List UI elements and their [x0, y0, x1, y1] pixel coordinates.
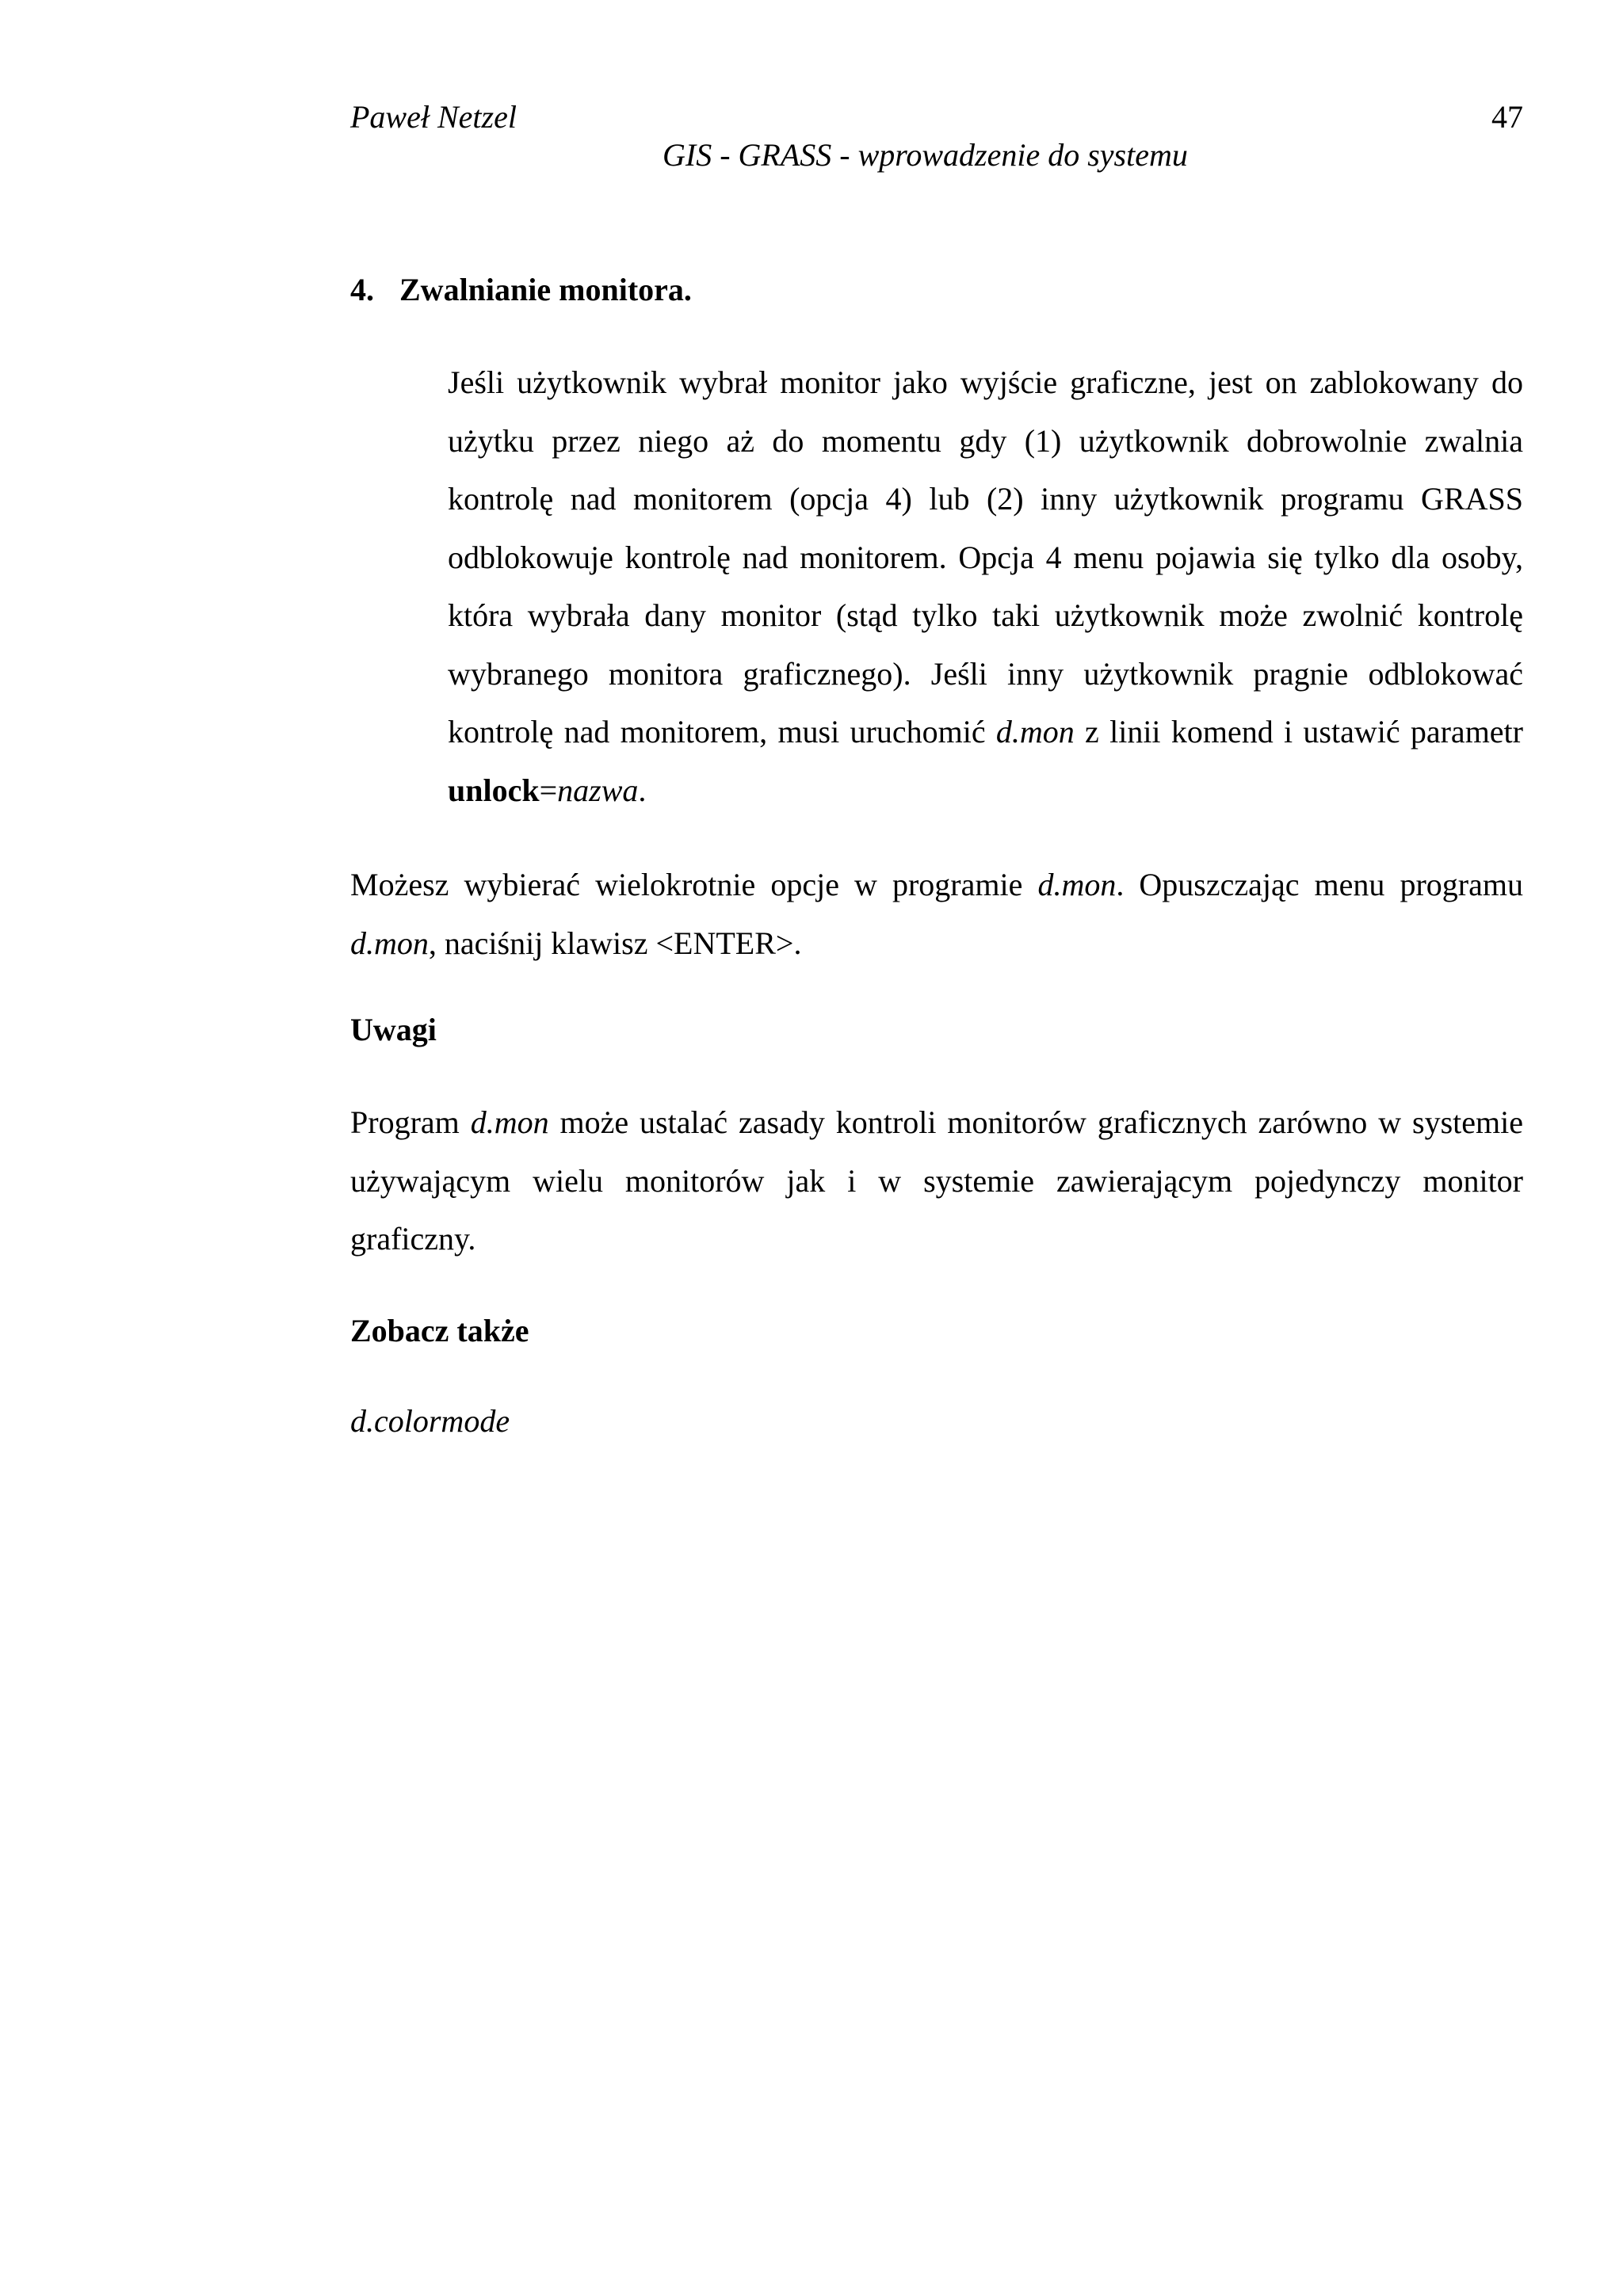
section-title: Zwalnianie monitora.: [399, 272, 692, 307]
see-also-item: d.colormode: [350, 1403, 510, 1439]
uwagi-heading: Uwagi: [350, 1012, 437, 1047]
uwagi-paragraph-text-1: Program: [350, 1104, 471, 1140]
see-also-heading: Zobacz także: [350, 1313, 529, 1348]
section-number: 4.: [350, 272, 374, 307]
indented-paragraph-text-2: z linii komend i ustawić parametr: [1074, 714, 1523, 749]
param-value-nazwa: nazwa: [557, 772, 639, 808]
main-paragraph-text-1: Możesz wybierać wielokrotnie opcje w programie: [350, 867, 1038, 902]
main-paragraph-text-2: . Opuszczając menu programu: [1116, 867, 1523, 902]
section-heading: [350, 268, 692, 312]
page-number: 47: [1491, 99, 1523, 135]
running-title: GIS - GRASS - wprowadzenie do systemu: [663, 137, 1188, 173]
param-equals: =: [539, 772, 558, 808]
command-d-mon: d.mon: [995, 714, 1075, 749]
command-d-mon: d.mon: [1037, 867, 1117, 902]
uwagi-paragraph: [350, 1093, 1523, 1268]
command-d-mon: d.mon: [350, 925, 429, 961]
paragraph-end-period: .: [638, 772, 647, 808]
main-paragraph: [350, 856, 1523, 972]
param-name-unlock: unlock: [448, 772, 540, 808]
command-d-mon: d.mon: [470, 1104, 549, 1140]
uwagi-paragraph-text-2: może ustalać zasady kontroli monitorów graficznych zarówno w systemie używającym wielu monitorów jak i w systemie zawierającym pojedynczy monitor graficzny.: [350, 1104, 1523, 1257]
main-paragraph-text-3: , naciśnij klawisz <ENTER>.: [428, 925, 802, 961]
indented-paragraph: [448, 353, 1523, 819]
header-author: Paweł Netzel: [350, 99, 517, 135]
indented-paragraph-text-1: Jeśli użytkownik wybrał monitor jako wyjście graficzne, jest on zablokowany do użytku przez niego aż do momentu gdy (1) użytkownik dobrowolnie zwalnia kontrolę nad monitorem (opcja 4) lub (2) inny użytkownik programu GRASS odblokowuje kontrolę nad monitorem. Opcja 4 menu pojawia się tylko dla osoby, która wybrała dany monitor (stąd tylko taki użytkownik może zwolnić kontrolę wybranego monitora graficznego). Jeśli inny użytkownik pragnie odblokować kontrolę nad monitorem, musi uruchomić: [448, 364, 1523, 749]
